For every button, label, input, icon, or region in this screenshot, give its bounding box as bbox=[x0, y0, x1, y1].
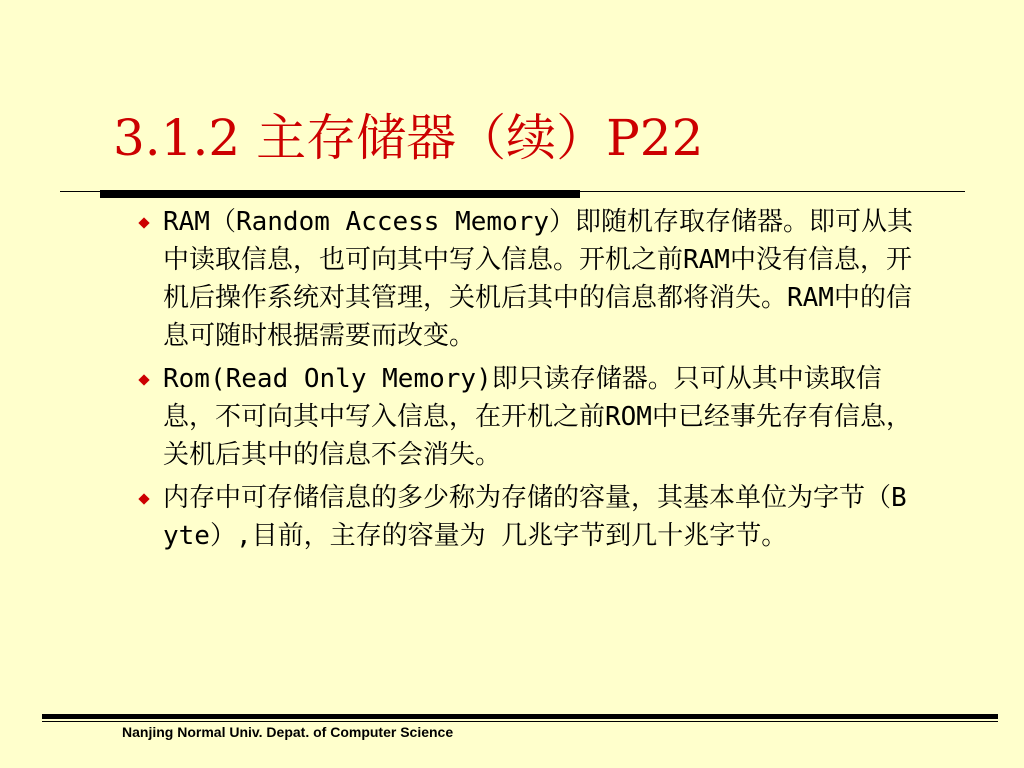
diamond-bullet-icon bbox=[138, 217, 149, 228]
diamond-bullet-icon bbox=[138, 493, 149, 504]
bullet-item-ram bbox=[140, 203, 920, 355]
title-divider-thick bbox=[100, 190, 580, 198]
bullet-text: 内存中可存储信息的多少称为存储的容量，其基本单位为字节（Byte）,目前，主存的容量为 几兆字节到几十兆字节。 bbox=[163, 483, 907, 551]
diamond-bullet-icon bbox=[138, 374, 149, 385]
slide-title: 3.1.2 主存储器（续）P22 bbox=[113, 109, 704, 167]
bullet-item-capacity bbox=[140, 479, 920, 555]
bullet-list bbox=[140, 203, 920, 560]
footer-divider-thin bbox=[42, 721, 998, 722]
footer-text: Nanjing Normal Univ. Depat. of Computer Science bbox=[122, 724, 454, 740]
bullet-item-rom bbox=[140, 360, 920, 474]
bullet-text: Rom(Read Only Memory)即只读存储器。只可从其中读取信息，不可向其中写入信息，在开机之前ROM中已经事先存有信息，关机后其中的信息不会消失。 bbox=[163, 364, 912, 470]
footer-divider-thick bbox=[42, 714, 998, 719]
bullet-text: RAM（Random Access Memory）即随机存取存储器。即可从其中读取信息，也可向其中写入信息。开机之前RAM中没有信息，开机后操作系统对其管理，关机后其中的信息都将消失。RAM中的信息可随时根据需要而改变。 bbox=[163, 207, 914, 351]
